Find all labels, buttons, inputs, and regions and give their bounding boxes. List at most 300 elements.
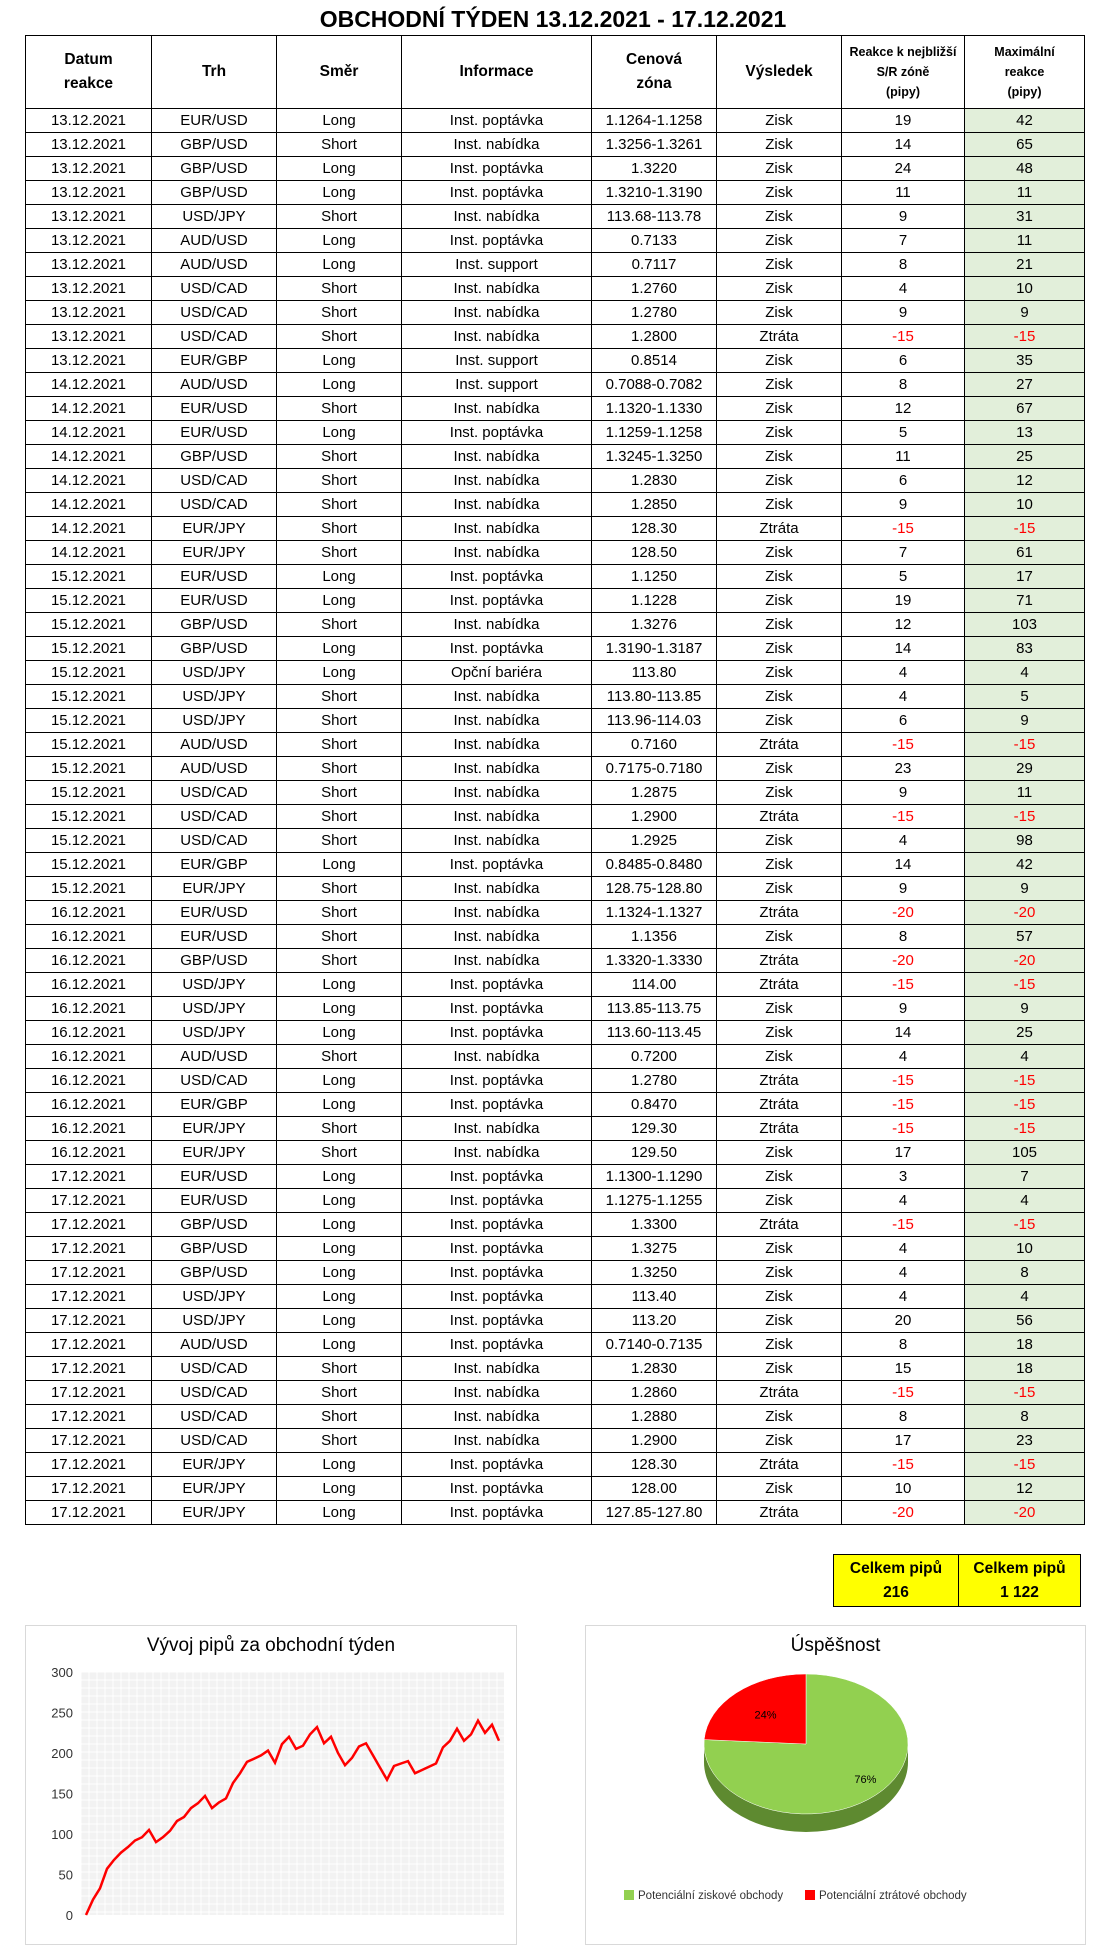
cell-reaction: 9 [842, 781, 965, 805]
table-row [26, 565, 1085, 589]
cell-date: 13.12.2021 [26, 277, 152, 301]
cell-direction: Long [277, 349, 402, 373]
cell-date: 17.12.2021 [26, 1165, 152, 1189]
cell-direction: Short [277, 277, 402, 301]
cell-price-zone: 114.00 [592, 973, 717, 997]
cell-market: EUR/USD [152, 901, 277, 925]
cell-result: Ztráta [717, 1117, 842, 1141]
cell-direction: Long [277, 997, 402, 1021]
cell-price-zone: 1.2925 [592, 829, 717, 853]
cell-market: GBP/USD [152, 637, 277, 661]
cell-info: Inst. nabídka [402, 1405, 592, 1429]
cell-info: Inst. poptávka [402, 157, 592, 181]
cell-max-reaction: 21 [965, 253, 1085, 277]
cell-result: Ztráta [717, 1213, 842, 1237]
cell-info: Inst. nabídka [402, 781, 592, 805]
cell-market: EUR/GBP [152, 1093, 277, 1117]
cell-market: EUR/JPY [152, 1501, 277, 1525]
cell-market: AUD/USD [152, 373, 277, 397]
cell-result: Ztráta [717, 901, 842, 925]
cell-direction: Short [277, 1405, 402, 1429]
cell-reaction: 7 [842, 229, 965, 253]
cell-info: Inst. nabídka [402, 877, 592, 901]
cell-date: 15.12.2021 [26, 781, 152, 805]
cell-market: EUR/GBP [152, 349, 277, 373]
cell-info: Inst. nabídka [402, 1429, 592, 1453]
cell-price-zone: 1.1275-1.1255 [592, 1189, 717, 1213]
cell-direction: Short [277, 1117, 402, 1141]
cell-result: Zisk [717, 1429, 842, 1453]
cell-max-reaction: -15 [965, 973, 1085, 997]
totals-label: Celkem pipů [849, 1559, 943, 1577]
cell-info: Inst. poptávka [402, 1309, 592, 1333]
cell-result: Zisk [717, 397, 842, 421]
cell-result: Zisk [717, 133, 842, 157]
cell-reaction: 8 [842, 1405, 965, 1429]
cell-max-reaction: 61 [965, 541, 1085, 565]
cell-max-reaction: 5 [965, 685, 1085, 709]
cell-max-reaction: 29 [965, 757, 1085, 781]
cell-info: Opční bariéra [402, 661, 592, 685]
cell-info: Inst. nabídka [402, 829, 592, 853]
cell-max-reaction: 9 [965, 301, 1085, 325]
cell-result: Zisk [717, 1261, 842, 1285]
cell-date: 17.12.2021 [26, 1213, 152, 1237]
table-row [26, 157, 1085, 181]
cell-date: 16.12.2021 [26, 901, 152, 925]
cell-price-zone: 1.3276 [592, 613, 717, 637]
cell-reaction: 14 [842, 853, 965, 877]
cell-max-reaction: -15 [965, 1117, 1085, 1141]
cell-result: Zisk [717, 757, 842, 781]
cell-date: 17.12.2021 [26, 1189, 152, 1213]
cell-result: Zisk [717, 421, 842, 445]
cell-reaction: 4 [842, 1285, 965, 1309]
cell-market: EUR/USD [152, 925, 277, 949]
cell-date: 15.12.2021 [26, 637, 152, 661]
table-row [26, 1381, 1085, 1405]
table-row [26, 685, 1085, 709]
cell-info: Inst. nabídka [402, 469, 592, 493]
cell-market: USD/JPY [152, 709, 277, 733]
cell-date: 17.12.2021 [26, 1261, 152, 1285]
cell-max-reaction: 57 [965, 925, 1085, 949]
cell-max-reaction: 48 [965, 157, 1085, 181]
cell-price-zone: 1.2860 [592, 1381, 717, 1405]
cell-price-zone: 1.3275 [592, 1237, 717, 1261]
table-row [26, 517, 1085, 541]
cell-reaction: -15 [842, 733, 965, 757]
cell-direction: Short [277, 1141, 402, 1165]
cell-reaction: 8 [842, 253, 965, 277]
cell-direction: Long [277, 421, 402, 445]
table-row [26, 421, 1085, 445]
cell-date: 15.12.2021 [26, 589, 152, 613]
cell-max-reaction: 27 [965, 373, 1085, 397]
cell-info: Inst. nabídka [402, 541, 592, 565]
cell-date: 13.12.2021 [26, 349, 152, 373]
cell-info: Inst. nabídka [402, 1117, 592, 1141]
cell-reaction: 9 [842, 877, 965, 901]
cell-result: Zisk [717, 301, 842, 325]
cell-max-reaction: 4 [965, 661, 1085, 685]
cell-date: 17.12.2021 [26, 1381, 152, 1405]
table-row [26, 469, 1085, 493]
cell-date: 16.12.2021 [26, 1117, 152, 1141]
cell-max-reaction: -20 [965, 1501, 1085, 1525]
cell-market: USD/CAD [152, 1069, 277, 1093]
cell-direction: Short [277, 757, 402, 781]
cell-reaction: 4 [842, 1189, 965, 1213]
cell-direction: Long [277, 589, 402, 613]
cell-direction: Long [277, 973, 402, 997]
cell-date: 16.12.2021 [26, 1045, 152, 1069]
cell-price-zone: 128.00 [592, 1477, 717, 1501]
cell-direction: Short [277, 709, 402, 733]
cell-market: EUR/JPY [152, 877, 277, 901]
cell-market: EUR/JPY [152, 1141, 277, 1165]
cell-max-reaction: 67 [965, 397, 1085, 421]
cell-result: Zisk [717, 277, 842, 301]
cell-date: 16.12.2021 [26, 997, 152, 1021]
cell-direction: Short [277, 613, 402, 637]
table-row [26, 1285, 1085, 1309]
cell-max-reaction: -15 [965, 1381, 1085, 1405]
cell-price-zone: 1.2900 [592, 1429, 717, 1453]
cell-reaction: 6 [842, 709, 965, 733]
cell-info: Inst. nabídka [402, 397, 592, 421]
table-row [26, 445, 1085, 469]
cell-reaction: 12 [842, 613, 965, 637]
cell-max-reaction: 103 [965, 613, 1085, 637]
y-tick-label: 100 [51, 1827, 73, 1842]
cell-result: Ztráta [717, 1069, 842, 1093]
table-row [26, 181, 1085, 205]
cell-max-reaction: 10 [965, 493, 1085, 517]
cell-result: Zisk [717, 1165, 842, 1189]
table-row [26, 637, 1085, 661]
cell-reaction: 6 [842, 469, 965, 493]
cell-max-reaction: 56 [965, 1309, 1085, 1333]
cell-direction: Short [277, 877, 402, 901]
cell-date: 15.12.2021 [26, 877, 152, 901]
cell-reaction: -20 [842, 1501, 965, 1525]
y-tick-label: 300 [51, 1665, 73, 1680]
cell-direction: Short [277, 733, 402, 757]
cell-date: 15.12.2021 [26, 613, 152, 637]
cell-date: 17.12.2021 [26, 1453, 152, 1477]
cell-info: Inst. nabídka [402, 445, 592, 469]
table-row [26, 1165, 1085, 1189]
y-tick-label: 50 [58, 1867, 73, 1883]
cell-max-reaction: 18 [965, 1357, 1085, 1381]
table-row [26, 709, 1085, 733]
cell-result: Zisk [717, 709, 842, 733]
cell-market: USD/JPY [152, 1285, 277, 1309]
table-header-row [26, 36, 1085, 109]
cell-direction: Long [277, 853, 402, 877]
cell-direction: Long [277, 253, 402, 277]
cell-date: 14.12.2021 [26, 517, 152, 541]
cell-date: 17.12.2021 [26, 1309, 152, 1333]
cell-reaction: -15 [842, 973, 965, 997]
table-row [26, 373, 1085, 397]
cell-date: 17.12.2021 [26, 1477, 152, 1501]
cell-market: USD/JPY [152, 205, 277, 229]
cell-direction: Short [277, 781, 402, 805]
cell-price-zone: 1.3245-1.3250 [592, 445, 717, 469]
cell-result: Zisk [717, 469, 842, 493]
cell-date: 16.12.2021 [26, 949, 152, 973]
cell-result: Zisk [717, 373, 842, 397]
cell-market: USD/CAD [152, 493, 277, 517]
cell-reaction: 7 [842, 541, 965, 565]
cell-market: USD/CAD [152, 829, 277, 853]
cell-date: 14.12.2021 [26, 445, 152, 469]
cell-market: USD/JPY [152, 1021, 277, 1045]
cell-info: Inst. poptávka [402, 565, 592, 589]
cell-direction: Short [277, 1429, 402, 1453]
cell-price-zone: 1.2830 [592, 469, 717, 493]
cell-date: 14.12.2021 [26, 541, 152, 565]
cell-date: 16.12.2021 [26, 1069, 152, 1093]
cell-price-zone: 128.30 [592, 517, 717, 541]
cell-market: USD/JPY [152, 685, 277, 709]
cell-direction: Short [277, 205, 402, 229]
cell-max-reaction: -15 [965, 325, 1085, 349]
cell-direction: Long [277, 637, 402, 661]
cell-direction: Long [277, 1261, 402, 1285]
line-chart-title: Vývoj pipů za obchodní týden [146, 1635, 396, 1656]
cell-info: Inst. nabídka [402, 613, 592, 637]
cell-reaction: 9 [842, 493, 965, 517]
table-row [26, 901, 1085, 925]
cell-max-reaction: -15 [965, 517, 1085, 541]
cell-price-zone: 1.1259-1.1258 [592, 421, 717, 445]
cell-direction: Long [277, 1333, 402, 1357]
cell-max-reaction: 7 [965, 1165, 1085, 1189]
header-result: Výsledek [717, 36, 842, 109]
totals-row [834, 1555, 1081, 1607]
cell-market: AUD/USD [152, 229, 277, 253]
cell-info: Inst. poptávka [402, 1237, 592, 1261]
cell-info: Inst. poptávka [402, 853, 592, 877]
cell-direction: Long [277, 1285, 402, 1309]
cell-price-zone: 1.3190-1.3187 [592, 637, 717, 661]
cell-result: Zisk [717, 253, 842, 277]
cell-market: EUR/USD [152, 589, 277, 613]
max-total-cell [959, 1555, 1081, 1607]
cell-market: GBP/USD [152, 1213, 277, 1237]
cell-market: USD/CAD [152, 1381, 277, 1405]
table-row [26, 1453, 1085, 1477]
cell-info: Inst. poptávka [402, 973, 592, 997]
cell-date: 15.12.2021 [26, 805, 152, 829]
cell-market: USD/CAD [152, 469, 277, 493]
cell-result: Ztráta [717, 517, 842, 541]
cell-result: Zisk [717, 493, 842, 517]
cell-date: 13.12.2021 [26, 109, 152, 133]
cell-info: Inst. poptávka [402, 1453, 592, 1477]
cell-reaction: 24 [842, 157, 965, 181]
pie-chart-title: Úspěšnost [790, 1635, 881, 1656]
cell-market: USD/CAD [152, 781, 277, 805]
table-row [26, 493, 1085, 517]
cell-result: Zisk [717, 637, 842, 661]
cell-info: Inst. poptávka [402, 109, 592, 133]
cell-market: GBP/USD [152, 1261, 277, 1285]
cell-date: 13.12.2021 [26, 325, 152, 349]
cell-market: GBP/USD [152, 613, 277, 637]
reaction-total-cell [834, 1555, 959, 1607]
cell-market: USD/CAD [152, 1429, 277, 1453]
cell-date: 14.12.2021 [26, 493, 152, 517]
table-row [26, 661, 1085, 685]
cell-direction: Short [277, 1357, 402, 1381]
cell-price-zone: 128.50 [592, 541, 717, 565]
cell-price-zone: 113.40 [592, 1285, 717, 1309]
cell-market: USD/JPY [152, 973, 277, 997]
cell-date: 13.12.2021 [26, 133, 152, 157]
cell-result: Zisk [717, 445, 842, 469]
legend-label-loss: Potenciální ztrátové obchody [819, 1890, 967, 1902]
cell-info: Inst. nabídka [402, 925, 592, 949]
cell-result: Zisk [717, 685, 842, 709]
cell-price-zone: 1.1228 [592, 589, 717, 613]
table-row [26, 1261, 1085, 1285]
cell-reaction: -15 [842, 1117, 965, 1141]
cell-price-zone: 129.50 [592, 1141, 717, 1165]
cell-reaction: 5 [842, 421, 965, 445]
cell-max-reaction: 71 [965, 589, 1085, 613]
cell-price-zone: 1.2880 [592, 1405, 717, 1429]
cell-result: Ztráta [717, 325, 842, 349]
cell-date: 16.12.2021 [26, 925, 152, 949]
cell-date: 17.12.2021 [26, 1333, 152, 1357]
cell-direction: Long [277, 109, 402, 133]
y-tick-label: 200 [51, 1746, 73, 1761]
cell-price-zone: 0.7133 [592, 229, 717, 253]
table-row [26, 925, 1085, 949]
cell-reaction: 14 [842, 1021, 965, 1045]
cell-info: Inst. poptávka [402, 1213, 592, 1237]
cell-market: USD/CAD [152, 805, 277, 829]
cell-direction: Long [277, 157, 402, 181]
cell-info: Inst. support [402, 349, 592, 373]
cell-date: 16.12.2021 [26, 1141, 152, 1165]
cell-price-zone: 0.8485-0.8480 [592, 853, 717, 877]
cell-market: EUR/JPY [152, 1453, 277, 1477]
cell-direction: Long [277, 229, 402, 253]
cell-reaction: 9 [842, 997, 965, 1021]
cell-direction: Short [277, 133, 402, 157]
table-row [26, 1189, 1085, 1213]
cell-info: Inst. poptávka [402, 1501, 592, 1525]
cell-info: Inst. nabídka [402, 1045, 592, 1069]
cell-info: Inst. nabídka [402, 517, 592, 541]
cell-price-zone: 1.3250 [592, 1261, 717, 1285]
cell-direction: Short [277, 829, 402, 853]
table-row [26, 133, 1085, 157]
cell-price-zone: 113.60-113.45 [592, 1021, 717, 1045]
cell-market: EUR/JPY [152, 1117, 277, 1141]
cell-max-reaction: 4 [965, 1285, 1085, 1309]
cell-max-reaction: 8 [965, 1405, 1085, 1429]
cell-result: Zisk [717, 853, 842, 877]
cell-max-reaction: 25 [965, 1021, 1085, 1045]
cell-max-reaction: -15 [965, 733, 1085, 757]
table-row [26, 229, 1085, 253]
table-row [26, 1213, 1085, 1237]
table-row [26, 1093, 1085, 1117]
table-row [26, 949, 1085, 973]
cell-info: Inst. support [402, 253, 592, 277]
cell-result: Zisk [717, 1285, 842, 1309]
cell-price-zone: 1.1250 [592, 565, 717, 589]
cell-price-zone: 1.1324-1.1327 [592, 901, 717, 925]
cell-result: Zisk [717, 1405, 842, 1429]
cell-reaction: 4 [842, 1237, 965, 1261]
cell-info: Inst. poptávka [402, 1093, 592, 1117]
cell-max-reaction: 17 [965, 565, 1085, 589]
table-row [26, 1309, 1085, 1333]
header-direction: Směr [277, 36, 402, 109]
cell-price-zone: 128.75-128.80 [592, 877, 717, 901]
table-row [26, 781, 1085, 805]
cell-direction: Short [277, 541, 402, 565]
cell-max-reaction: 23 [965, 1429, 1085, 1453]
pie-chart-box [585, 1625, 1086, 1945]
cell-result: Zisk [717, 997, 842, 1021]
table-row [26, 613, 1085, 637]
cell-reaction: 11 [842, 445, 965, 469]
cell-direction: Short [277, 397, 402, 421]
table-row [26, 733, 1085, 757]
cell-market: EUR/USD [152, 1165, 277, 1189]
cell-price-zone: 1.3300 [592, 1213, 717, 1237]
cell-direction: Long [277, 1093, 402, 1117]
cell-direction: Long [277, 1453, 402, 1477]
cell-result: Zisk [717, 565, 842, 589]
cell-price-zone: 1.2830 [592, 1357, 717, 1381]
cell-info: Inst. poptávka [402, 229, 592, 253]
cell-reaction: 17 [842, 1429, 965, 1453]
trades-table-body [26, 109, 1085, 1525]
cell-direction: Short [277, 301, 402, 325]
table-row [26, 277, 1085, 301]
cell-reaction: -15 [842, 1069, 965, 1093]
cell-max-reaction: 18 [965, 1333, 1085, 1357]
table-row [26, 1141, 1085, 1165]
cell-result: Ztráta [717, 733, 842, 757]
cell-direction: Long [277, 1237, 402, 1261]
cell-market: AUD/USD [152, 733, 277, 757]
cell-max-reaction: 8 [965, 1261, 1085, 1285]
cell-date: 13.12.2021 [26, 253, 152, 277]
cell-reaction: 12 [842, 397, 965, 421]
header-price-zone: Cenová zóna [592, 36, 717, 109]
cell-result: Zisk [717, 1189, 842, 1213]
cell-info: Inst. poptávka [402, 997, 592, 1021]
cell-reaction: 19 [842, 109, 965, 133]
header-market: Trh [152, 36, 277, 109]
header-reaction: Reakce k nejbližší S/R zóně (pipy) [842, 36, 965, 109]
cell-market: EUR/JPY [152, 517, 277, 541]
table-row [26, 1021, 1085, 1045]
cell-info: Inst. nabídka [402, 205, 592, 229]
cell-reaction: -15 [842, 325, 965, 349]
table-row [26, 1045, 1085, 1069]
